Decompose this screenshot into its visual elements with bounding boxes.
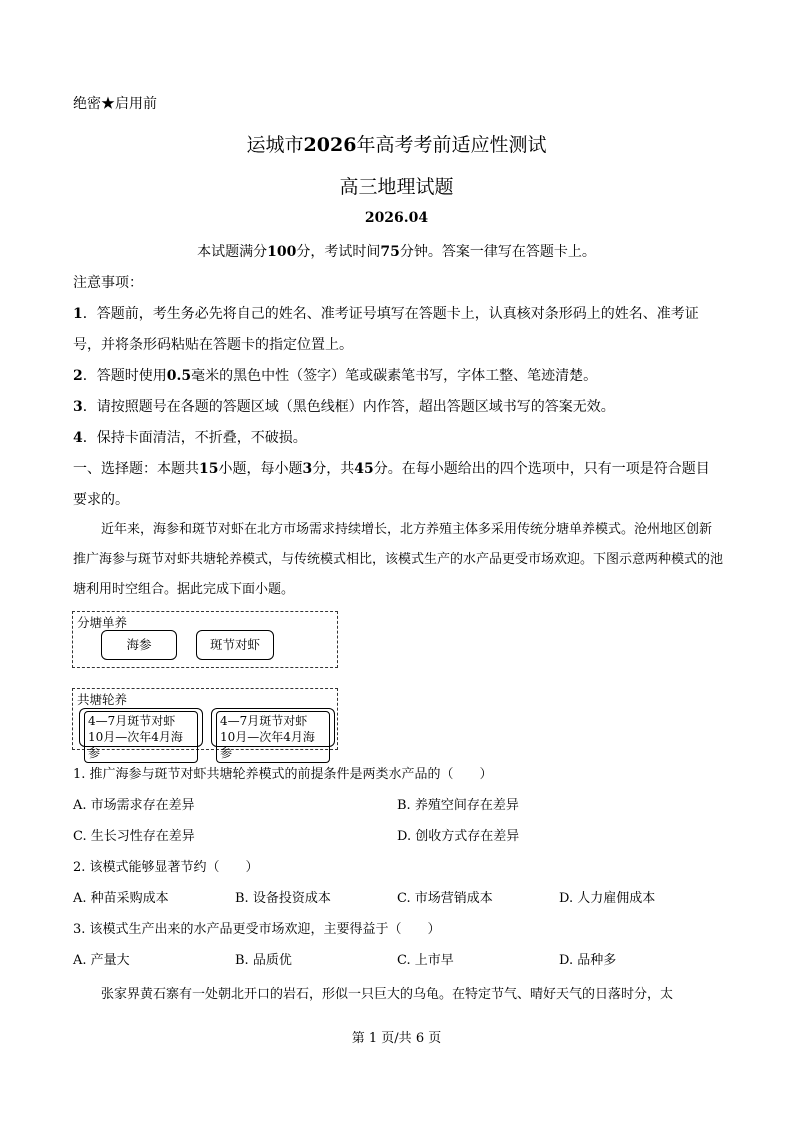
q1-option-d: D. 创收方式存在差异	[397, 829, 520, 844]
diagram-box-rotation	[72, 688, 338, 760]
exam-subtitle: 高三地理试题	[339, 176, 454, 198]
rotation-line-2: 10月—次年4月海参	[88, 730, 183, 760]
q3-option-d: D. 品种多	[559, 953, 617, 968]
section-heading: 一、选择题：本题共15小题，每小题3分，共45分。在每小题给出的四个选项中，只有一项是符合题目要求的。	[73, 461, 710, 508]
q2-option-d: D. 人力雇佣成本	[559, 891, 656, 906]
rotation-line-2: 10月—次年4月海参	[220, 730, 315, 760]
exam-title: 运城市2026年高考考前适应性测试	[246, 134, 547, 156]
rotation-line-1: 4—7月斑节对虾	[88, 714, 176, 728]
rotation-pond-2	[211, 708, 335, 760]
q3-option-c: C. 上市早	[397, 953, 454, 968]
note-item: 2．答题时使用0.5毫米的黑色中性（签字）笔或碳素笔书写，字体工整、笔迹清楚。	[73, 368, 598, 384]
box-title-separate: 分塘单养	[77, 615, 128, 630]
q3-option-a: A. 产量大	[73, 953, 130, 968]
rotation-line-1: 4—7月斑节对虾	[220, 714, 308, 728]
question-1-stem: 1. 推广海参与斑节对虾共塘轮养模式的前提条件是两类水产品的（ ）	[73, 767, 493, 782]
q1-option-b: B. 养殖空间存在差异	[397, 798, 519, 813]
note-item: 1．答题前，考生务必先将自己的姓名、准考证号填写在答题卡上，认真核对条形码上的姓名、准考证号，并将条形码粘贴在答题卡的指定位置上。	[73, 306, 699, 353]
confidential-label: 绝密★启用前	[73, 96, 157, 112]
q1-option-c: C. 生长习性存在差异	[73, 829, 195, 844]
q2-option-c: C. 市场营销成本	[397, 891, 493, 906]
rotation-pond-1	[79, 708, 203, 760]
question-2-stem: 2. 该模式能够显著节约（ ）	[73, 860, 259, 875]
q2-option-a: A. 种苗采购成本	[73, 891, 169, 906]
q1-option-a: A. 市场需求存在差异	[73, 798, 195, 813]
question-3-stem: 3. 该模式生产出来的水产品更受市场欢迎，主要得益于（ ）	[73, 922, 441, 937]
note-item: 3．请按照题号在各题的答题区域（黑色线框）内作答，超出答题区域书写的答案无效。	[73, 399, 615, 415]
diagram-box-separate	[72, 611, 338, 668]
pill-sea-cucumber: 海参	[101, 630, 177, 660]
note-item: 4．保持卡面清洁，不折叠，不破损。	[73, 430, 307, 446]
q3-option-b: B. 品质优	[235, 953, 292, 968]
exam-date: 2026.04	[364, 210, 429, 226]
passage-1: 近年来，海参和斑节对虾在北方市场需求持续增长，北方养殖主体多采用传统分塘单养模式。沧州地区创新推广海参与斑节对虾共塘轮养模式，与传统模式相比，该模式生产的水产品更受市场欢迎。下图示意两种模式的池塘利用时空组合。据此完成下面小题。	[73, 522, 724, 597]
pill-shrimp: 斑节对虾	[196, 630, 274, 660]
passage-2: 张家界黄石寨有一处朝北开口的岩石，形似一只巨大的乌龟。在特定节气、晴好天气的日落时分，太	[101, 987, 674, 1002]
box-title-rotation: 共塘轮养	[77, 692, 128, 707]
page-footer: 第 1 页/共 6 页	[351, 1031, 442, 1046]
q2-option-b: B. 设备投资成本	[235, 891, 331, 906]
notes-heading: 注意事项：	[73, 275, 143, 291]
exam-intro: 本试题满分100分，考试时间75分钟。答案一律写在答题卡上。	[197, 244, 596, 260]
